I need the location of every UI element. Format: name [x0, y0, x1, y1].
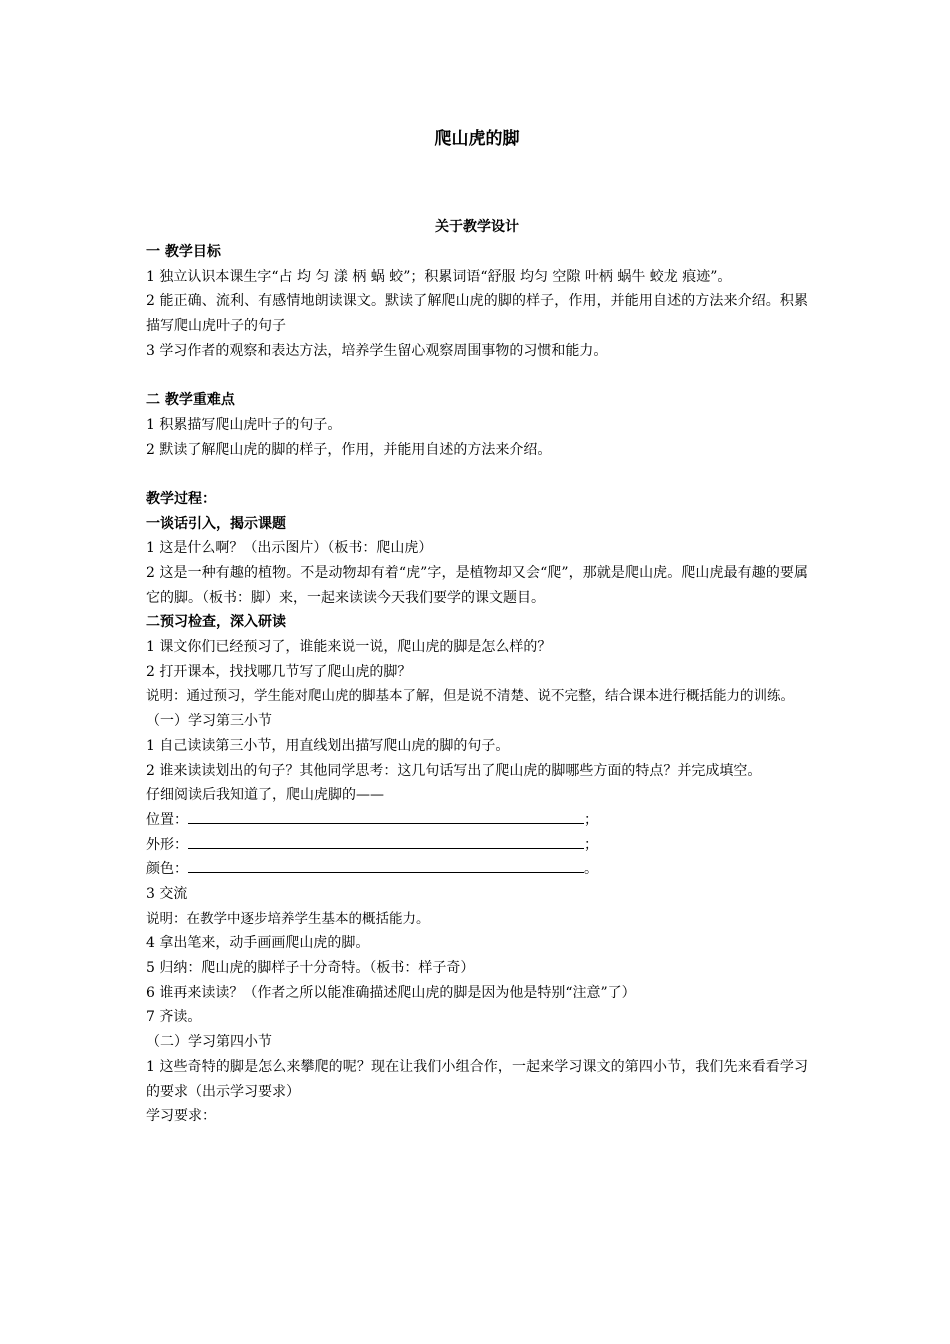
subsection-1-note: 说明：在教学中逐步培养学生基本的概括能力。 — [146, 910, 430, 927]
fill-row-color — [146, 857, 808, 882]
fill-blank-position — [188, 809, 584, 824]
process-part-2-heading: 二预习检查，深入研读 — [146, 614, 286, 631]
fill-label-shape: 外形： — [146, 836, 188, 853]
fill-label-position: 位置： — [146, 811, 188, 828]
process-part-2-item-1: 1 课文你们已经预习了，谁能来说一说，爬山虎的脚是怎么样的？ — [146, 639, 552, 656]
subsection-1-item-4: 4 拿出笔来，动手画画爬山虎的脚。 — [146, 935, 370, 952]
section-heading-key-points: 二 教学重难点 — [146, 392, 235, 409]
subsection-1-item-2: 2 谁来读读划出的句子？其他同学思考：这几句话写出了爬山虎的脚哪些方面的特点？并完成填空。 — [146, 762, 762, 779]
fill-end-position: ； — [584, 811, 598, 828]
section-heading-goals: 一 教学目标 — [146, 244, 221, 260]
goal-item-1: 1 独立认识本课生字“占 均 匀 漾 柄 蜗 蛟”；积累词语“舒服 均匀 空隙 叶柄 蜗牛 蛟龙 痕迹”。 — [146, 268, 732, 285]
subsection-1-heading: （一）学习第三小节 — [146, 713, 272, 730]
fill-row-shape — [146, 833, 808, 858]
subsection-1-item-1: 1 自己读读第三小节，用直线划出描写爬山虎的脚的句子。 — [146, 737, 510, 754]
fill-label-color: 颜色： — [146, 861, 188, 878]
process-part-1-item-2: 2 这是一种有趣的植物。不是动物却有着“虎”字，是植物却又会“爬”，那就是爬山虎。爬山虎最有趣的要属它的脚。（板书：脚）来，一起来读读今天我们要学的课文题目。 — [146, 564, 808, 606]
subsection-2-requirements: 学习要求： — [146, 1108, 216, 1125]
subsection-1-item-6: 6 谁再来读读？（作者之所以能准确描述爬山虎的脚是因为他是特别“注意”了） — [146, 984, 636, 1001]
process-part-2-item-2: 2 打开课本，找找哪几节写了爬山虎的脚？ — [146, 663, 412, 680]
fill-row-position — [146, 808, 808, 833]
process-part-1-heading: 一谈话引入，揭示课题 — [146, 515, 286, 532]
document-title: 爬山虎的脚 — [434, 129, 520, 149]
fill-intro: 仔细阅读后我知道了，爬山虎脚的—— — [146, 787, 384, 804]
fill-end-shape: ； — [584, 836, 598, 853]
document-subtitle: 关于教学设计 — [435, 219, 519, 235]
goal-item-3: 3 学习作者的观察和表达方法，培养学生留心观察周围事物的习惯和能力。 — [146, 342, 608, 359]
subsection-2-item-1: 1 这些奇特的脚是怎么来攀爬的呢？现在让我们小组合作，一起来学习课文的第四小节，我们先来看看学习的要求（出示学习要求） — [146, 1058, 808, 1100]
process-part-1-item-1: 1 这是什么啊？（出示图片）（板书：爬山虎） — [146, 540, 433, 557]
key-point-1: 1 积累描写爬山虎叶子的句子。 — [146, 416, 342, 433]
goal-item-2: 2 能正确、流利、有感情地朗读课文。默读了解爬山虎的脚的样子，作用，并能用自述的方法来介绍。积累描写爬山虎叶子的句子 — [146, 293, 808, 335]
subsection-1-item-7: 7 齐读。 — [146, 1009, 202, 1026]
subsection-1-item-3: 3 交流 — [146, 885, 188, 902]
fill-blank-color — [188, 858, 584, 873]
process-heading: 教学过程： — [146, 490, 216, 507]
fill-end-color: 。 — [584, 861, 598, 878]
key-point-2: 2 默读了解爬山虎的脚的样子，作用，并能用自述的方法来介绍。 — [146, 441, 552, 458]
fill-blank-shape — [188, 834, 584, 849]
subsection-1-item-5: 5 归纳：爬山虎的脚样子十分奇特。（板书：样子奇） — [146, 960, 475, 977]
document-body — [146, 240, 808, 1129]
process-part-2-note: 说明：通过预习，学生能对爬山虎的脚基本了解，但是说不清楚、说不完整，结合课本进行概括能力的训练。 — [146, 688, 794, 705]
subsection-2-heading: （二）学习第四小节 — [146, 1034, 272, 1051]
